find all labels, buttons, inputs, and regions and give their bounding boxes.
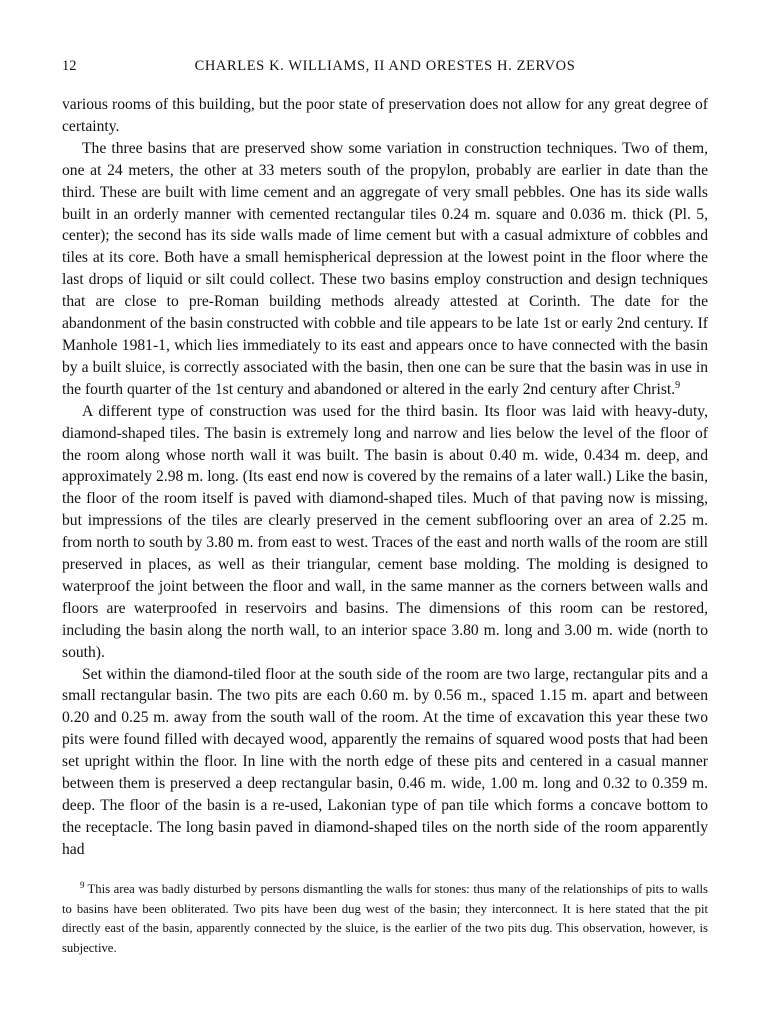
body-text bbox=[62, 94, 708, 861]
footnote-reference: 9 bbox=[675, 379, 681, 391]
page bbox=[62, 58, 708, 861]
paragraph: various rooms of this building, but the poor state of preservation does not allow for any great degree of certainty. bbox=[62, 96, 708, 135]
paragraph bbox=[62, 138, 708, 401]
running-head: CHARLES K. WILLIAMS, II AND ORESTES H. ZERVOS bbox=[194, 58, 576, 74]
paragraph: A different type of construction was used for the third basin. Its floor was laid with heavy-duty, diamond-shaped tiles. The basin is extremely long and narrow and lies below the level of the floor of the room along whose north wall it was built. The basin is about 0.40 m. wide, 0.434 m. deep, and approximately 2.98 m. long. (Its east end now is covered by the remains of a later wall.) Like the basin, the floor of the room itself is paved with diamond-shaped tiles. Much of that paving now is missing, but impressions of the tiles are clearly preserved in the cement subflooring over an area of 2.25 m. from north to south by 3.80 m. from east to west. Traces of the east and north walls of the room are still preserved in places, as well as their triangular, cement base molding. The molding is designed to waterproof the joint between the floor and wall, in the same manner as the corners between walls and floors are waterproofed in reservoirs and basins. The dimensions of this room can be restored, including the basin along the north wall, to an interior space 3.80 m. long and 3.00 m. wide (north to south). bbox=[62, 402, 708, 661]
paragraph-text: The three basins that are preserved show some variation in construction techniques. Two of them, one at 24 meters, the other at 33 meters south of the propylon, probably are earlier in date than the third. These are built with lime cement and an aggregate of very small pebbles. One has its side walls built in an orderly manner with cemented rectangular tiles 0.24 m. square and 0.036 m. thick (Pl. 5, center); the second has its side walls made of lime cement but with a casual admixture of cobbles and tiles at its core. Both have a small hemispherical depression at the lowest point in the floor where the last drops of liquid or silt could collect. These two basins employ construction and design techniques that are close to pre-Roman building methods already attested at Corinth. The date for the abandonment of the basin constructed with cobble and tile appears to be late 1st or early 2nd century. If Manhole 1981-1, which lies immediately to its east and appears once to have connected with the basin by a built sluice, is correctly associated with the basin, then one can be sure that the basin was in use in the fourth quarter of the 1st century and abandoned or altered in the early 2nd century after Christ. bbox=[62, 139, 708, 398]
page-header bbox=[62, 58, 708, 82]
footnote bbox=[62, 880, 708, 958]
page-number: 12 bbox=[62, 58, 77, 74]
footnote-text: This area was badly disturbed by persons dismantling the walls for stones: thus many of the relationships of pits to walls to basins have been obliterated. Two pits have been dug west of the basin; they interconnect. It is here stated that the pit directly east of the basin, apparently connected by the sluice, is the earlier of the two pits dug. This observation, however, is subjective. bbox=[62, 882, 708, 955]
paragraph: Set within the diamond-tiled floor at the south side of the room are two large, rectangular pits and a small rectangular basin. The two pits are each 0.60 m. by 0.56 m., spaced 1.15 m. apart and between 0.20 and 0.25 m. away from the south wall of the room. At the time of excavation this year these two pits were found filled with decayed wood, apparently the remains of squared wood posts that had been set upright within the floor. In line with the north edge of these pits and centered in a casual manner between them is preserved a deep rectangular basin, 0.46 m. wide, 1.00 m. long and 0.32 to 0.359 m. deep. The floor of the basin is a re-used, Lakonian type of pan tile which forms a concave bottom to the receptacle. The long basin paved in diamond-shaped tiles on the north side of the room apparently had bbox=[62, 665, 708, 858]
footnote-mark: 9 bbox=[80, 879, 85, 890]
